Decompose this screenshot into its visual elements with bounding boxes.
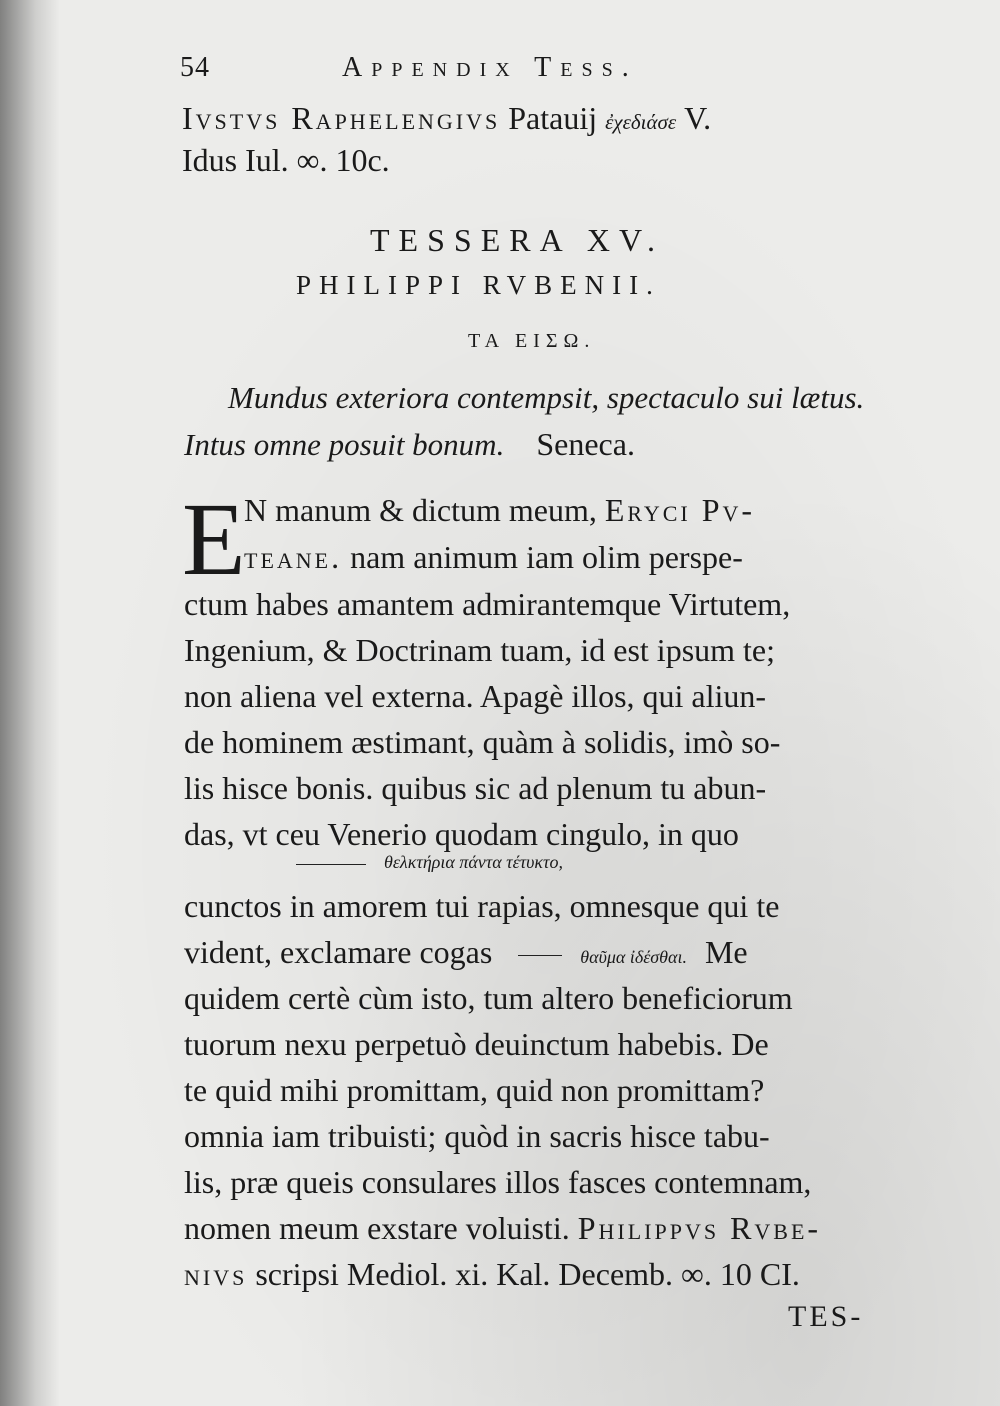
body-line-3: ctum habes amantem admirantemque Virtutem,	[184, 586, 791, 622]
body-line-1	[244, 490, 755, 530]
body-line-17-text: scripsi Mediol. xi. Kal. Decemb. ∞. 10 CI.	[255, 1256, 800, 1292]
addressee-name: Eryci Pv-	[604, 492, 756, 528]
greek-quote-text: θελκτήρια πάντα τέτυκτο,	[384, 852, 563, 872]
body-line-2-text: nam animum iam olim perspe-	[350, 539, 743, 575]
running-title: Appendix Tess.	[342, 52, 638, 83]
addressee-name-cont: teane.	[244, 539, 343, 575]
date-day: V.	[684, 100, 712, 136]
quotation-dash	[296, 864, 366, 865]
body-line-12: tuorum nexu perpetuò deuinctum habebis. De	[184, 1026, 769, 1062]
body-line-13: te quid mihi promittam, quid non promittam?	[184, 1072, 765, 1108]
body-line-7: lis hisce bonis. quibus sic ad plenum tu abun-	[184, 770, 767, 806]
epigraph-author: Seneca.	[536, 426, 635, 462]
body-line-16-text: nomen meum exstare voluisti.	[184, 1210, 570, 1246]
body-line-14: omnia iam tribuisti; quòd in sacris hisce tabu-	[184, 1118, 770, 1154]
body-line-1-text: N manum & dictum meum,	[244, 492, 597, 528]
catchword: TES-	[788, 1300, 864, 1333]
preceding-signature-line-1	[182, 98, 711, 142]
body-line-15: lis, præ queis consulares illos fasces contemnam,	[184, 1164, 812, 1200]
body-line-11: quidem certè cùm isto, tum altero beneficiorum	[184, 980, 793, 1016]
signatory-name: Ivstvs Raphelengivs	[182, 100, 501, 136]
page-number: 54	[180, 52, 210, 83]
tessera-subtitle: PHILIPPI RVBENII.	[296, 270, 661, 300]
greek-quote-2: θαῦμα ἰδέσθαι.	[580, 947, 687, 967]
body-line-6: de hominem æstimant, quàm à solidis, imò so-	[184, 724, 781, 760]
body-line-10-end: Me	[704, 934, 748, 970]
body-line-10	[184, 932, 748, 977]
quotation-dash-2	[518, 955, 562, 956]
body-line-10-text: vident, exclamare cogas	[184, 934, 493, 970]
gutter-shadow	[0, 0, 60, 1406]
body-line-17	[184, 1254, 800, 1294]
author-name-cont: nivs	[184, 1256, 248, 1292]
body-line-16	[184, 1208, 821, 1248]
running-header	[180, 52, 780, 88]
body-line-5: non aliena vel externa. Apagè illos, qui aliun-	[184, 678, 767, 714]
greek-motto: ΤΑ ΕΙΣΩ.	[468, 330, 596, 352]
author-name: Philippvs Rvbe-	[577, 1210, 822, 1246]
tessera-title: TESSERA XV.	[370, 222, 665, 258]
epigraph-line-2	[184, 424, 635, 464]
epigraph-line-1: Mundus exteriora contempsit, spectaculo sui lætus.	[228, 380, 865, 415]
body-line-9: cunctos in amorem tui rapias, omnesque qui te	[184, 888, 780, 924]
body-line-4: Ingenium, & Doctrinam tuam, id est ipsum te;	[184, 632, 776, 668]
body-line-2	[244, 537, 743, 577]
body-line-8: das, vt ceu Venerio quodam cingulo, in quo	[184, 816, 739, 852]
epigraph-quote: Intus omne posuit bonum.	[184, 427, 505, 462]
drop-cap: E	[182, 482, 246, 597]
greek-quotation	[296, 852, 563, 873]
preceding-signature-line-2: Idus Iul. ∞. 10c.	[182, 142, 390, 178]
signatory-place: Patauij	[508, 100, 598, 136]
greek-verb: ἐχεδιάσε	[605, 110, 677, 134]
